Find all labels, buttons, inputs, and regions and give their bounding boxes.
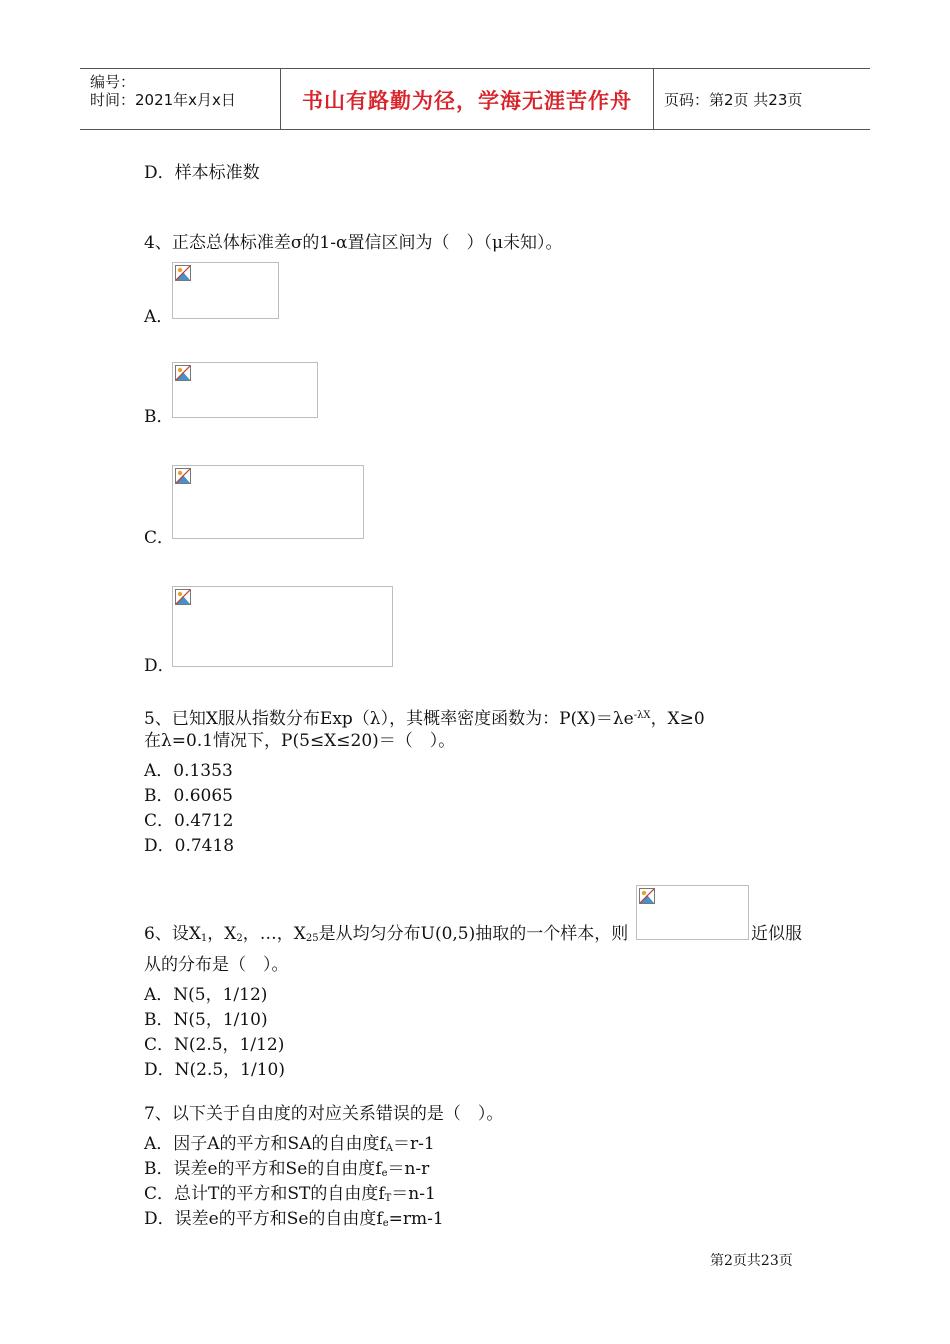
- q6-option-d: D．N(2.5，1/10): [144, 1060, 285, 1080]
- page-header: [80, 68, 870, 130]
- q7-option-text: A．因子A的平方和SA的自由度f: [144, 1134, 386, 1154]
- q7-option-text: ＝r-1: [393, 1134, 435, 1154]
- q6-subscript: 1: [200, 933, 208, 944]
- q6-formula-image: [636, 885, 749, 940]
- q6-option-a: A．N(5，1/12): [144, 985, 268, 1005]
- page-number-label: 页码：第2页 共23页: [664, 91, 803, 109]
- q7-subscript: e: [381, 1168, 388, 1179]
- q5-option-c: C．0.4712: [144, 811, 234, 831]
- q4-option-c: C．: [144, 528, 175, 548]
- q7-option-d: [144, 1204, 444, 1229]
- q5-option-a: A．0.1353: [144, 761, 233, 781]
- q7-option-text: B．误差e的平方和Se的自由度f: [144, 1159, 382, 1179]
- broken-image-icon: [639, 888, 655, 904]
- q5-stem: [144, 705, 705, 730]
- q6-stem-after-image: 近似服: [751, 924, 802, 944]
- q5-stem-post: ，X≥0: [650, 709, 705, 729]
- q7-subscript: A: [385, 1143, 394, 1154]
- q6-stem-line2: 从的分布是（ ）。: [144, 955, 289, 975]
- q6-subscript: 2: [236, 933, 243, 944]
- q5-stem-exponent: -λX: [633, 710, 651, 721]
- q7-stem: 7、以下关于自由度的对应关系错误的是（ ）。: [144, 1104, 504, 1124]
- q4-option-b-image: [172, 362, 318, 418]
- q7-option-text: D．误差e的平方和Se的自由度f: [144, 1209, 383, 1229]
- q7-option-a: [144, 1129, 435, 1154]
- q7-option-c: [144, 1179, 436, 1204]
- q6-stem-part: 是从均匀分布U(0,5)抽取的一个样本，则: [318, 924, 629, 944]
- q7-subscript: e: [382, 1218, 389, 1229]
- q7-option-text: ＝n-r: [387, 1159, 430, 1179]
- q6-stem-part: ，X: [207, 924, 237, 944]
- page-footer: 第2页共23页: [710, 1253, 793, 1269]
- q6-stem: [144, 923, 628, 950]
- broken-image-icon: [175, 589, 191, 605]
- q6-subscript: 25: [305, 933, 319, 944]
- q7-option-text: ＝n-1: [391, 1184, 436, 1204]
- q7-subscript: T: [384, 1193, 392, 1204]
- broken-image-icon: [175, 265, 191, 281]
- q6-stem-part: 6、设X: [144, 924, 201, 944]
- motto-text: 书山有路勤为径，学海无涯苦作舟: [302, 89, 632, 113]
- q6-stem-part: ，…，X: [242, 924, 306, 944]
- q4-stem: 4、正态总体标准差σ的1-α置信区间为（ ）（μ未知）。: [144, 233, 563, 253]
- header-info-cell: [80, 69, 281, 129]
- broken-image-icon: [175, 365, 191, 381]
- q4-option-d: D．: [144, 656, 175, 676]
- q7-option-text: =rm-1: [388, 1209, 444, 1229]
- time-label: 时间：2021年x月x日: [90, 91, 236, 109]
- q7-option-text: C．总计T的平方和ST的自由度f: [144, 1184, 385, 1204]
- q5-option-d: D．0.7418: [144, 836, 235, 856]
- q4-option-a-image: [172, 262, 279, 319]
- q5-stem-pre: 5、已知X服从指数分布Exp（λ），其概率密度函数为：P(X)＝λe: [144, 709, 634, 729]
- q4-option-c-image: [172, 465, 364, 539]
- q4-option-b: B．: [144, 407, 174, 427]
- q3-option-d: D．样本标准数: [144, 163, 260, 183]
- q5-option-b: B．0.6065: [144, 786, 233, 806]
- q4-option-a: A．: [144, 307, 174, 327]
- q6-option-c: C．N(2.5，1/12): [144, 1035, 285, 1055]
- q4-option-d-image: [172, 586, 393, 667]
- broken-image-icon: [175, 468, 191, 484]
- header-page-cell: [654, 69, 870, 129]
- header-motto-cell: [281, 69, 654, 129]
- q7-option-b: [144, 1154, 429, 1179]
- number-label: 编号：: [90, 73, 136, 91]
- q6-option-b: B．N(5，1/10): [144, 1010, 268, 1030]
- q5-stem-line2: 在λ=0.1情况下，P(5≤X≤20)＝（ ）。: [144, 731, 456, 751]
